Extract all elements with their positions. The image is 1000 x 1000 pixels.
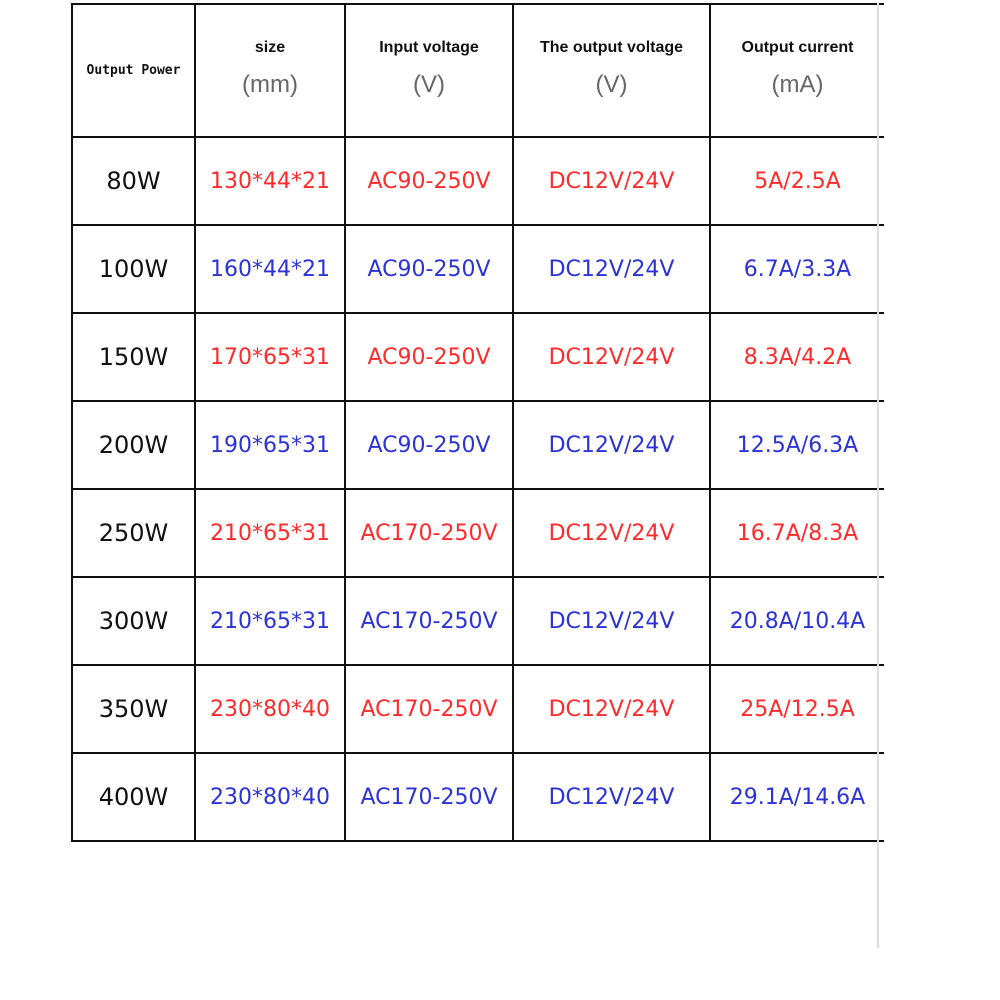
output-voltage-cell: DC12V/24V [513, 225, 710, 313]
output-voltage-cell: DC12V/24V [513, 313, 710, 401]
header-size [195, 4, 345, 137]
output-current-cell: 5A/2.5A [710, 137, 884, 225]
size-cell: 170*65*31 [195, 313, 345, 401]
power-cell: 80W [72, 137, 195, 225]
size-cell: 130*44*21 [195, 137, 345, 225]
header-output-power [72, 4, 195, 137]
header-output-voltage-title: The output voltage [539, 38, 684, 56]
input-voltage-cell: AC170-250V [345, 665, 513, 753]
table-header-row [72, 4, 884, 137]
output-current-cell: 12.5A/6.3A [710, 401, 884, 489]
output-voltage-cell: DC12V/24V [513, 401, 710, 489]
header-output-current-unit: (mA) [771, 70, 824, 98]
table-row [72, 313, 884, 401]
size-cell: 210*65*31 [195, 489, 345, 577]
output-voltage-cell: DC12V/24V [513, 577, 710, 665]
output-voltage-cell: DC12V/24V [513, 489, 710, 577]
header-output-current-title: Output current [741, 38, 854, 56]
right-edge-line [877, 3, 879, 948]
input-voltage-cell: AC170-250V [345, 753, 513, 841]
table-row [72, 489, 884, 577]
table-row [72, 753, 884, 841]
output-current-cell: 25A/12.5A [710, 665, 884, 753]
header-output-current [710, 4, 884, 137]
table-row [72, 401, 884, 489]
header-input-voltage-title: Input voltage [379, 38, 479, 56]
input-voltage-cell: AC90-250V [345, 401, 513, 489]
output-voltage-cell: DC12V/24V [513, 137, 710, 225]
power-cell: 100W [72, 225, 195, 313]
output-current-cell: 20.8A/10.4A [710, 577, 884, 665]
input-voltage-cell: AC90-250V [345, 313, 513, 401]
power-cell: 150W [72, 313, 195, 401]
power-cell: 300W [72, 577, 195, 665]
output-current-cell: 16.7A/8.3A [710, 489, 884, 577]
size-cell: 210*65*31 [195, 577, 345, 665]
power-cell: 250W [72, 489, 195, 577]
output-current-cell: 29.1A/14.6A [710, 753, 884, 841]
power-cell: 350W [72, 665, 195, 753]
power-cell: 400W [72, 753, 195, 841]
header-output-voltage [513, 4, 710, 137]
header-output-voltage-unit: (V) [595, 70, 628, 98]
output-voltage-cell: DC12V/24V [513, 753, 710, 841]
input-voltage-cell: AC170-250V [345, 577, 513, 665]
table-row [72, 665, 884, 753]
output-current-cell: 8.3A/4.2A [710, 313, 884, 401]
table-row [72, 225, 884, 313]
header-input-voltage [345, 4, 513, 137]
input-voltage-cell: AC90-250V [345, 137, 513, 225]
input-voltage-cell: AC170-250V [345, 489, 513, 577]
output-voltage-cell: DC12V/24V [513, 665, 710, 753]
table-row [72, 137, 884, 225]
power-supply-spec-table [71, 3, 884, 842]
header-input-voltage-unit: (V) [413, 70, 445, 98]
header-output-power-label: Output Power [86, 63, 181, 78]
power-cell: 200W [72, 401, 195, 489]
table-row [72, 577, 884, 665]
header-size-title: size [254, 38, 286, 56]
input-voltage-cell: AC90-250V [345, 225, 513, 313]
size-cell: 190*65*31 [195, 401, 345, 489]
header-size-unit: (mm) [242, 70, 298, 98]
size-cell: 230*80*40 [195, 753, 345, 841]
size-cell: 160*44*21 [195, 225, 345, 313]
size-cell: 230*80*40 [195, 665, 345, 753]
output-current-cell: 6.7A/3.3A [710, 225, 884, 313]
